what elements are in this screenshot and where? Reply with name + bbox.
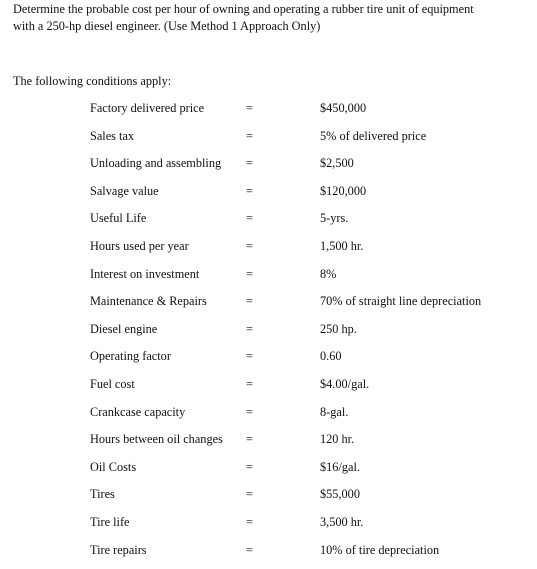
condition-value: 70% of straight line depreciation [320,293,481,309]
equals-sign: = [246,404,253,420]
condition-label: Hours used per year [90,238,189,254]
condition-row [0,376,537,404]
equals-sign: = [246,100,253,116]
equals-sign: = [246,128,253,144]
condition-row [0,404,537,432]
condition-value: 0.60 [320,348,342,364]
condition-label: Oil Costs [90,459,136,475]
condition-row [0,266,537,294]
condition-value: $55,000 [320,486,360,502]
conditions-intro: The following conditions apply: [13,73,171,89]
condition-label: Hours between oil changes [90,431,223,447]
condition-label: Interest on investment [90,266,199,282]
equals-sign: = [246,459,253,475]
condition-label: Tire repairs [90,542,147,558]
problem-line-1: Determine the probable cost per hour of owning and operating a rubber tire unit of equipment [13,1,533,18]
condition-row [0,348,537,376]
condition-value: $450,000 [320,100,366,116]
condition-label: Unloading and assembling [90,155,221,171]
equals-sign: = [246,348,253,364]
condition-row [0,486,537,514]
condition-label: Tire life [90,514,130,530]
condition-label: Operating factor [90,348,171,364]
condition-value: 3,500 hr. [320,514,363,530]
equals-sign: = [246,293,253,309]
conditions-table [0,100,537,569]
condition-row [0,155,537,183]
condition-label: Factory delivered price [90,100,204,116]
equals-sign: = [246,431,253,447]
condition-row [0,321,537,349]
condition-row [0,514,537,542]
problem-line-2: with a 250-hp diesel engineer. (Use Method 1 Approach Only) [13,18,533,35]
equals-sign: = [246,321,253,337]
condition-label: Diesel engine [90,321,157,337]
equals-sign: = [246,183,253,199]
condition-value: 5-yrs. [320,210,348,226]
condition-label: Crankcase capacity [90,404,185,420]
condition-value: 120 hr. [320,431,354,447]
condition-row [0,293,537,321]
equals-sign: = [246,514,253,530]
condition-row [0,128,537,156]
condition-value: $120,000 [320,183,366,199]
condition-row [0,542,537,569]
condition-value: 8% [320,266,336,282]
condition-value: 1,500 hr. [320,238,363,254]
condition-value: 250 hp. [320,321,357,337]
condition-row [0,183,537,211]
condition-value: 8-gal. [320,404,348,420]
condition-label: Useful Life [90,210,146,226]
condition-row [0,100,537,128]
condition-row [0,210,537,238]
equals-sign: = [246,376,253,392]
condition-value: $2,500 [320,155,354,171]
equals-sign: = [246,155,253,171]
condition-label: Sales tax [90,128,134,144]
condition-label: Tires [90,486,115,502]
equals-sign: = [246,542,253,558]
equals-sign: = [246,238,253,254]
problem-statement [13,1,533,34]
condition-value: $16/gal. [320,459,360,475]
condition-row [0,238,537,266]
equals-sign: = [246,486,253,502]
condition-label: Salvage value [90,183,159,199]
condition-row [0,431,537,459]
condition-value: 5% of delivered price [320,128,426,144]
condition-row [0,459,537,487]
condition-label: Maintenance & Repairs [90,293,207,309]
equals-sign: = [246,266,253,282]
equals-sign: = [246,210,253,226]
condition-value: $4.00/gal. [320,376,369,392]
condition-label: Fuel cost [90,376,135,392]
condition-value: 10% of tire depreciation [320,542,439,558]
